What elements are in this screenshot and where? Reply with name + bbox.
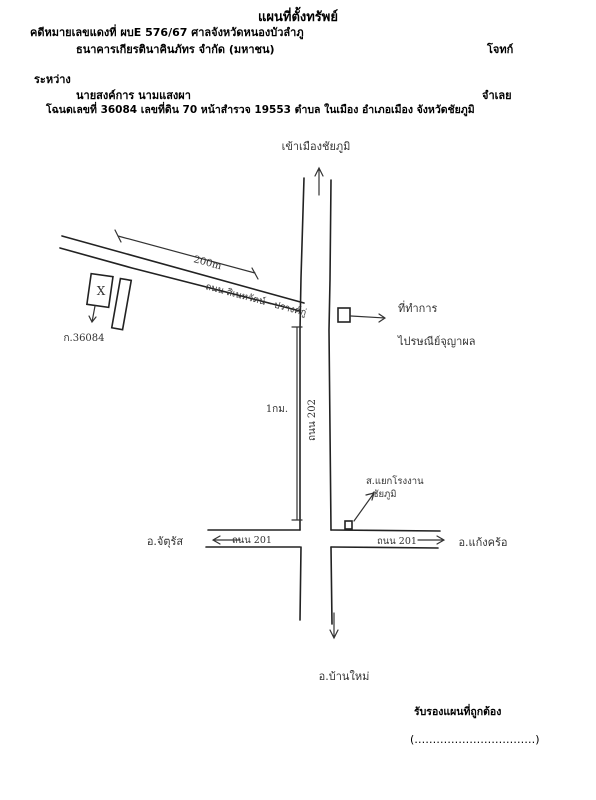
north-arrow [315,168,323,195]
main-road-202-right-edge [329,180,332,624]
parcel-mark: X [96,284,106,298]
west-destination-label: อ.จัตุรัส [146,535,184,548]
defendant-role: จำเลย [482,89,512,102]
post-office-marker [338,308,350,322]
main-road-label: ถนน 202 [307,399,318,441]
distance-200m-line [115,230,258,279]
plaintiff-name: ธนาคารเกียรตินาคินภัทร จำกัด (มหาชน) [76,43,275,56]
side-road-label: ถนน สิเนหวัตน์ - ปรางค์กู่ [204,281,308,319]
post-office-label-line2: ไปรษณีย์จุญาผล [398,335,476,348]
signature-line: (……………………………) [410,733,540,746]
adjacent-plot [112,279,132,330]
south-destination-label: อ.บ้านใหม่ [318,670,370,683]
main-road-202-left-edge [300,178,304,620]
distance-200m-label: 200m [192,254,223,273]
shop-label-line2: ชัยภูมิ [372,489,397,500]
distance-1km-label: 1กม. [265,404,288,415]
east-destination-label: อ.แก้งคร้อ [458,536,508,549]
shop-marker [345,521,352,529]
cross-road-left-label: ถนน 201 [232,535,272,546]
certify-label: รับรองแผนที่ถูกต้อง [414,706,502,718]
title-deed-line: โฉนดเลขที่ 36084 เลขที่ดิน 70 หน้าสำรวจ 19553 ตำบล ในเมือง อำเภอเมือง จังหวัดชัยภูมิ [46,104,475,116]
post-office-arrow [351,314,385,322]
post-office-label-line1: ที่ทำการ [398,302,438,315]
parcel-number-label: ก.36084 [63,333,105,344]
between-label: ระหว่าง [34,73,71,86]
east-arrow [418,536,444,544]
defendant-name: นายสงค์การ นามแสงผา [76,89,191,102]
cross-road-lower-edge [206,547,438,548]
shop-pointer [354,493,374,521]
cross-road-right-label: ถนน 201 [377,536,417,547]
parcel-pointer [89,306,96,322]
page-title: แผนที่ตั้งทรัพย์ [258,10,338,25]
case-number-line: คดีหมายเลขแดงที่ ผบE 576/67 ศาลจังหวัดหนองบัวลำภู [30,26,304,39]
north-destination-label: เข้าเมืองชัยภูมิ [281,140,351,153]
shop-label-line1: ส.แยกโรงงาน [366,476,424,487]
cross-road-upper-edge [208,530,440,531]
plaintiff-role: โจทก์ [487,43,514,56]
